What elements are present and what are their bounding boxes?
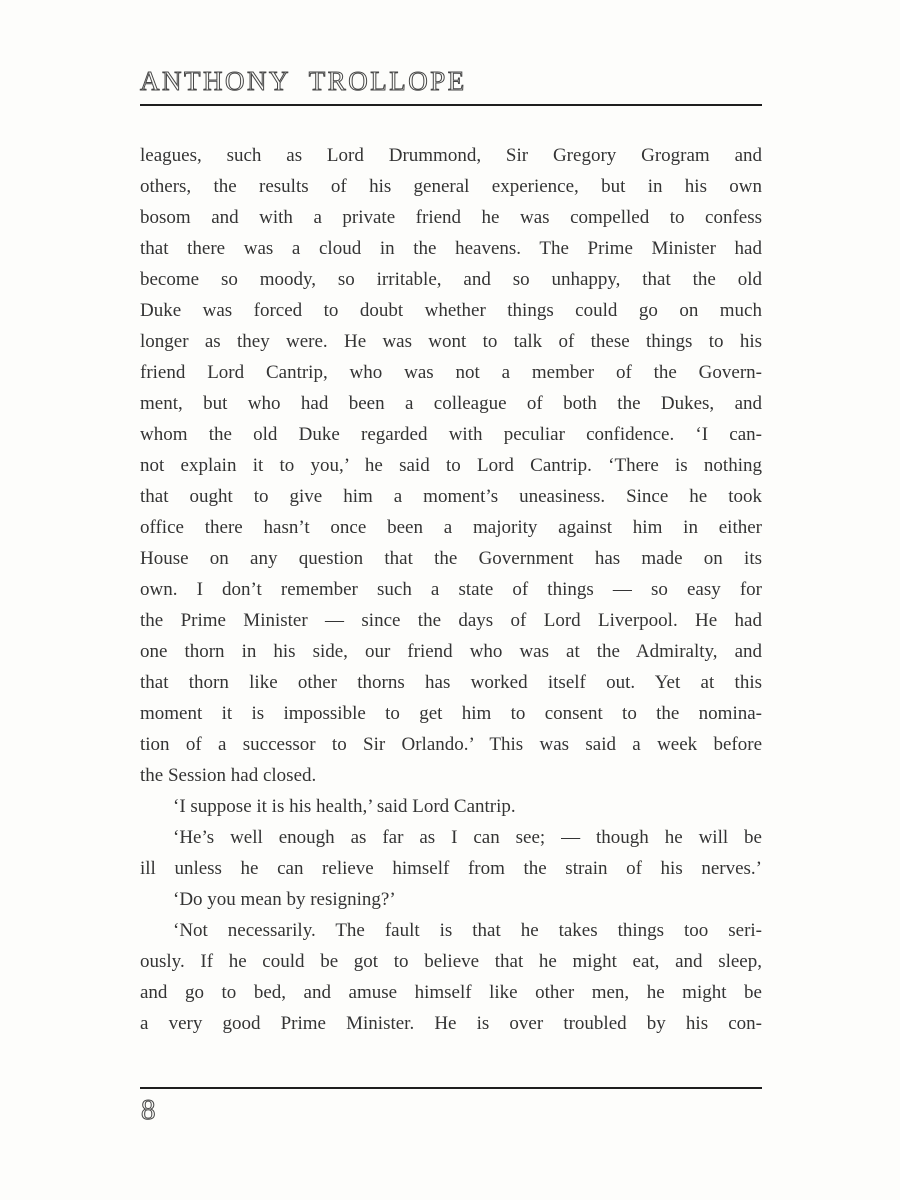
- text-line: moment it is impossible to get him to consent to the nomina-: [140, 703, 762, 724]
- text-line: that thorn like other thorns has worked itself out. Yet at this: [140, 672, 762, 693]
- page-number: 8: [141, 1094, 156, 1126]
- text-line: that there was a cloud in the heavens. The Prime Minister had: [140, 238, 762, 259]
- text-line: bosom and with a private friend he was compelled to confess: [140, 207, 762, 228]
- text-line: House on any question that the Government has made on its: [140, 548, 762, 569]
- running-header-author: ANTHONY TROLLOPE: [140, 66, 467, 96]
- text-line: longer as they were. He was wont to talk of these things to his: [140, 331, 762, 352]
- text-line: own. I don’t remember such a state of things — so easy for: [140, 579, 762, 600]
- footer-rule: [140, 1087, 762, 1089]
- text-line: the Prime Minister — since the days of Lord Liverpool. He had: [140, 610, 762, 631]
- text-line: ‘I suppose it is his health,’ said Lord Cantrip.: [173, 796, 516, 817]
- text-line: ‘Do you mean by resigning?’: [173, 889, 396, 910]
- text-line: a very good Prime Minister. He is over troubled by his con-: [140, 1013, 762, 1034]
- text-line: become so moody, so irritable, and so unhappy, that the old: [140, 269, 762, 290]
- text-line: tion of a successor to Sir Orlando.’ This was said a week before: [140, 734, 762, 755]
- header-rule: [140, 104, 762, 106]
- text-line: ‘Not necessarily. The fault is that he takes things too seri-: [173, 920, 762, 941]
- text-line: the Session had closed.: [140, 765, 317, 786]
- text-line: ously. If he could be got to believe that he might eat, and sleep,: [140, 951, 762, 972]
- text-line: others, the results of his general experience, but in his own: [140, 176, 762, 197]
- text-line: one thorn in his side, our friend who was at the Admiralty, and: [140, 641, 762, 662]
- text-line: leagues, such as Lord Drummond, Sir Gregory Grogram and: [140, 145, 762, 166]
- text-line: not explain it to you,’ he said to Lord Cantrip. ‘There is nothing: [140, 455, 762, 476]
- text-line: office there hasn’t once been a majority against him in either: [140, 517, 762, 538]
- text-line: ill unless he can relieve himself from the strain of his nerves.’: [140, 858, 762, 879]
- text-line: ment, but who had been a colleague of both the Dukes, and: [140, 393, 762, 414]
- text-line: Duke was forced to doubt whether things could go on much: [140, 300, 762, 321]
- text-line: whom the old Duke regarded with peculiar confidence. ‘I can-: [140, 424, 762, 445]
- text-line: friend Lord Cantrip, who was not a member of the Govern-: [140, 362, 762, 383]
- body-text: [140, 140, 762, 1039]
- text-line: and go to bed, and amuse himself like other men, he might be: [140, 982, 762, 1003]
- text-line: that ought to give him a moment’s uneasiness. Since he took: [140, 486, 762, 507]
- text-line: ‘He’s well enough as far as I can see; — though he will be: [173, 827, 762, 848]
